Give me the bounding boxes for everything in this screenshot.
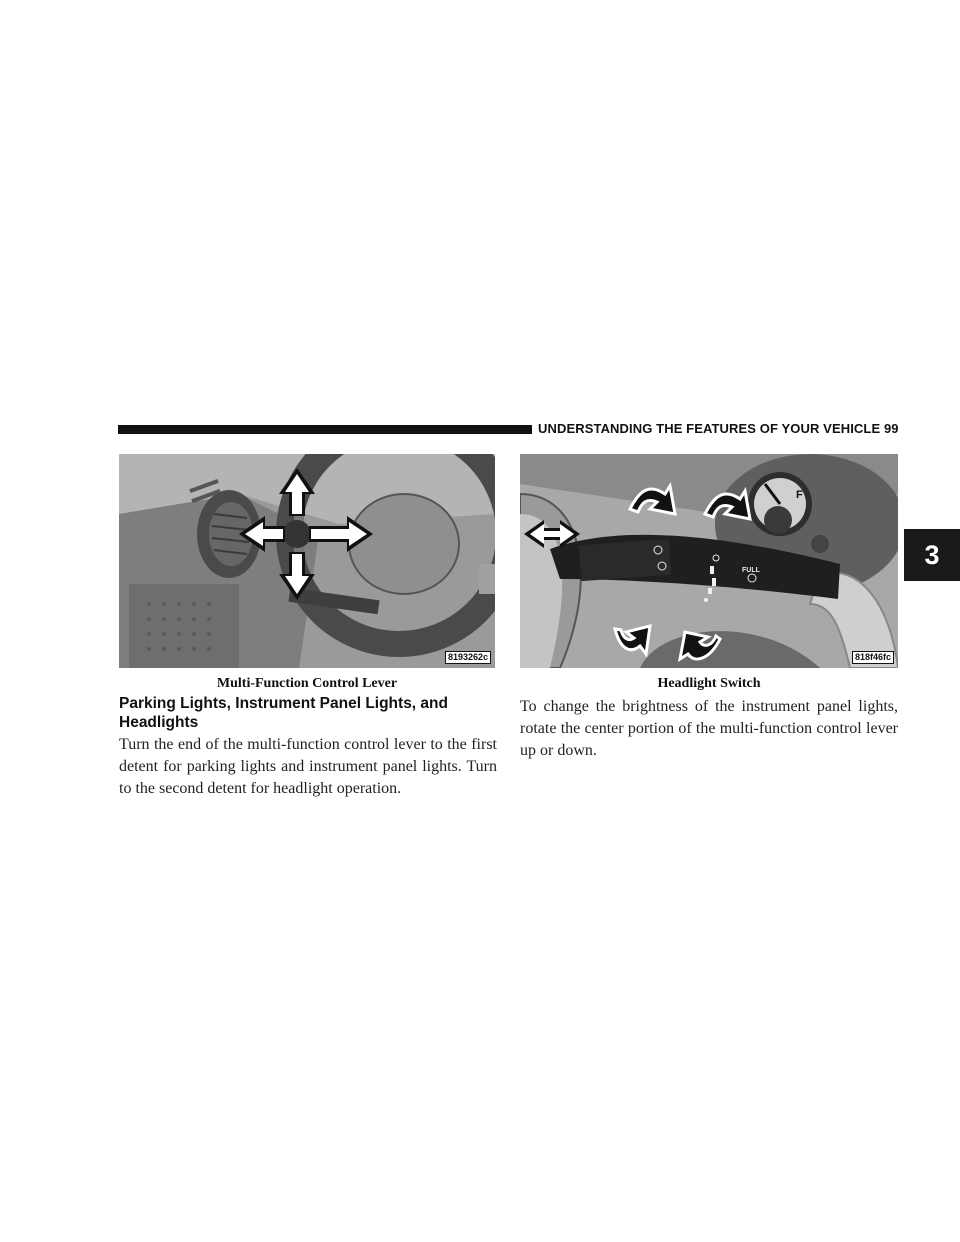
header-rule bbox=[118, 425, 532, 434]
headlight-switch-illustration bbox=[520, 454, 898, 668]
figure-code: 8193262c bbox=[445, 651, 491, 664]
chapter-tab: 3 bbox=[904, 529, 960, 581]
paragraph-left: Turn the end of the multi-function control lever to the first detent for parking lights and instrument panel lights. Turn to the second detent for headlight operation. bbox=[119, 736, 497, 797]
figure-caption: Multi-Function Control Lever bbox=[216, 676, 398, 691]
full-label: FULL bbox=[742, 567, 760, 574]
lever-illustration bbox=[119, 454, 495, 668]
section-heading: Parking Lights, Instrument Panel Lights, and Headlights bbox=[119, 695, 448, 731]
figure-headlight-switch bbox=[520, 454, 898, 668]
figure-code: 818f46fc bbox=[852, 651, 894, 664]
figure-multi-function-lever bbox=[119, 454, 495, 668]
fuel-gauge-f: F bbox=[796, 489, 803, 501]
page-number: 99 bbox=[884, 421, 899, 436]
running-header: UNDERSTANDING THE FEATURES OF YOUR VEHICLE bbox=[538, 421, 881, 436]
figure-caption: Headlight Switch bbox=[657, 676, 761, 691]
paragraph-right: To change the brightness of the instrument panel lights, rotate the center portion of the multi-function control lever up or down. bbox=[520, 698, 898, 759]
